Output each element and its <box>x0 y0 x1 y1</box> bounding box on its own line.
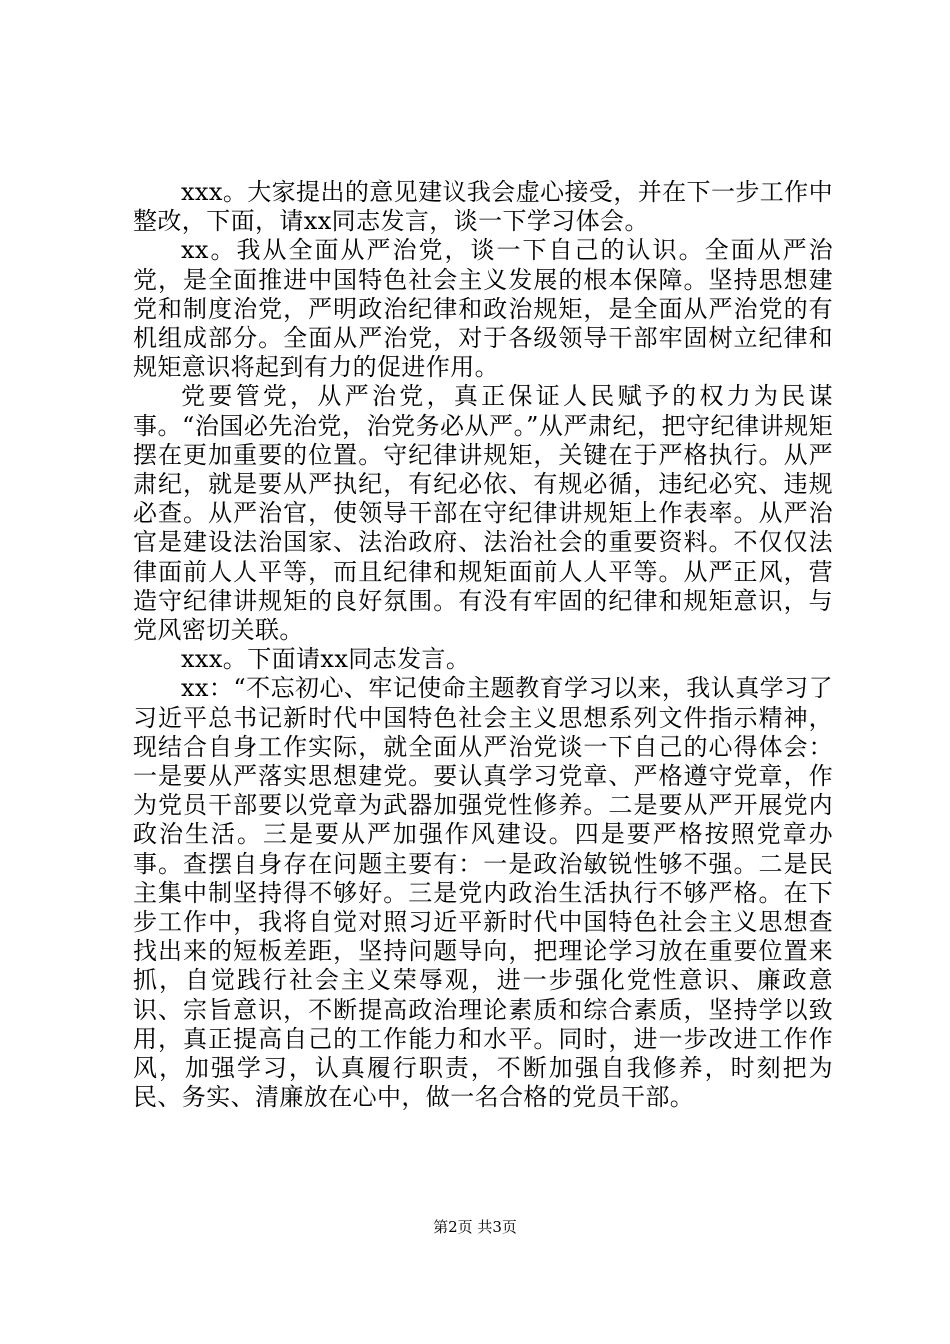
paragraph-2: xx。我从全面从严治党，谈一下自己的认识。全面从严治党，是全面推进中国特色社会主义发展的根本保障。坚持思想建党和制度治党，严明政治纪律和政治规矩，是全面从严治党的有机组成部分。全面从严治党，对于各级领导干部牢固树立纪律和规矩意识将起到有力的促进作用。 <box>133 236 833 382</box>
paragraph-5: xx：“不忘初心、牢记使命主题教育学习以来，我认真学习了习近平总书记新时代中国特色社会主义思想系列文件指示精神，现结合自身工作实际，就全面从严治党谈一下自己的心得体会：一是要从严落实思想建党。要认真学习党章、严格遵守党章，作为党员干部要以党章为武器加强党性修养。二是要从严开展党内政治生活。三是要从严加强作风建设。四是要严格按照党章办事。查摆自身存在问题主要有：一是政治敏锐性够不强。二是民主集中制坚持得不够好。三是党内政治生活执行不够严格。在下步工作中，我将自觉对照习近平新时代中国特色社会主义思想查找出来的短板差距，坚持问题导向，把理论学习放在重要位置来抓，自觉践行社会主义荣辱观，进一步强化党性意识、廉政意识、宗旨意识，不断提高政治理论素质和综合素质，坚持学以致用，真正提高自己的工作能力和水平。同时，进一步改进工作作风，加强学习，认真履行职责，不断加强自我修养，时刻把为民、务实、清廉放在心中，做一名合格的党员干部。 <box>133 674 833 1112</box>
paragraph-3: 党要管党，从严治党，真正保证人民赋予的权力为民谋事。“治国必先治党，治党务必从严。”从严肃纪，把守纪律讲规矩摆在更加重要的位置。守纪律讲规矩，关键在于严格执行。从严肃纪，就是要从严执纪，有纪必依、有规必循，违纪必究、违规必查。从严治官，使领导干部在守纪律讲规矩上作表率。从严治官是建设法治国家、法治政府、法治社会的重要资料。不仅仅法律面前人人平等，而且纪律和规矩面前人人平等。从严正风，营造守纪律讲规矩的良好氛围。有没有牢固的纪律和规矩意识，与党风密切关联。 <box>133 382 833 645</box>
paragraph-4: xxx。下面请xx同志发言。 <box>181 645 471 674</box>
paragraph-1: xxx。大家提出的意见建议我会虚心接受，并在下一步工作中整改，下面，请xx同志发言，谈一下学习体会。 <box>133 178 833 236</box>
document-body <box>133 178 833 1113</box>
page-footer: 第2页 共3页 <box>433 1218 517 1236</box>
